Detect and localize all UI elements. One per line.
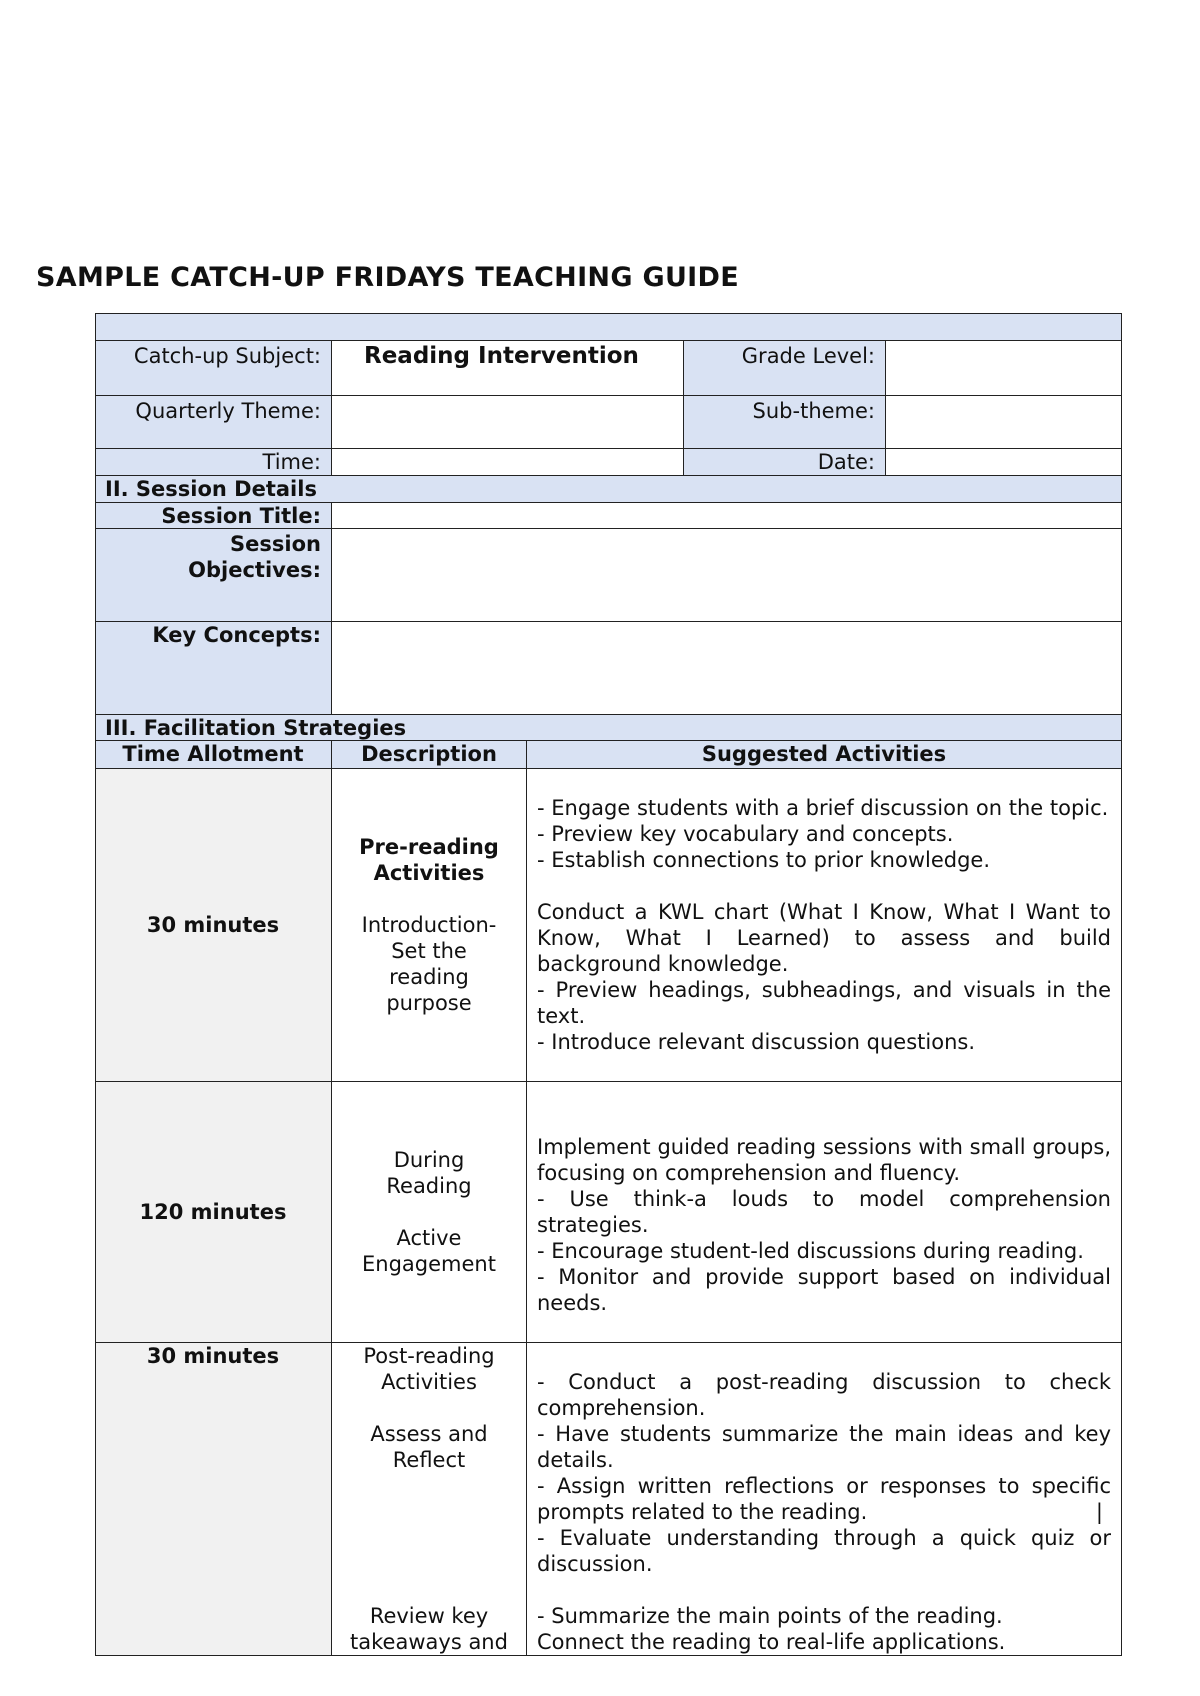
key-concepts-value[interactable]	[332, 622, 1122, 715]
facilitation-heading: III. Facilitation Strategies	[95, 715, 1122, 741]
session-title-value[interactable]	[332, 503, 1122, 529]
activity-line: - Monitor and provide support based on individual needs.	[537, 1265, 1111, 1315]
session-title-label: Session Title:	[95, 503, 332, 529]
activity-line: - Evaluate understanding through a quick quiz or discussion.	[537, 1526, 1111, 1576]
session-objectives-value[interactable]	[332, 529, 1122, 622]
subject-label: Catch-up Subject:	[95, 341, 332, 396]
row-prereading-activities	[527, 769, 1122, 1082]
prereading-desc-sub: Introduction-Set the reading purpose	[361, 913, 497, 1015]
post-desc-extra: Review key takeaways and	[350, 1604, 508, 1654]
activity-line	[537, 1473, 1111, 1525]
activity-line: - Establish connections to prior knowledge.	[537, 848, 991, 872]
activity-line: - Conduct a post-reading discussion to check comprehension.	[537, 1370, 1111, 1420]
date-label: Date:	[684, 449, 886, 476]
during-desc-sub: Active Engagement	[362, 1226, 496, 1276]
sub-theme-label: Sub-theme:	[684, 396, 886, 449]
activity-line: - Preview headings, subheadings, and visuals in the text.	[537, 978, 1111, 1028]
row-post-activities	[527, 1343, 1122, 1656]
activity-line: - Use think-a louds to model comprehension strategies.	[537, 1187, 1111, 1237]
row-during-description	[332, 1082, 527, 1343]
session-objectives-label: Session Objectives:	[95, 529, 332, 622]
activity-line: Implement guided reading sessions with small groups, focusing on comprehension and fluency.	[537, 1135, 1111, 1185]
column-header-activities: Suggested Activities	[527, 741, 1122, 769]
activity-line: - Have students summarize the main ideas and key details.	[537, 1422, 1111, 1472]
sub-theme-value[interactable]	[886, 396, 1122, 449]
grade-level-value[interactable]	[886, 341, 1122, 396]
column-header-description: Description	[332, 741, 527, 769]
activity-line: Conduct a KWL chart (What I Know, What I Want to Know, What I Learned) to assess and build background knowledge.	[537, 900, 1111, 976]
quarterly-theme-label: Quarterly Theme:	[95, 396, 332, 449]
activity-line: - Introduce relevant discussion questions.	[537, 1030, 976, 1054]
date-value[interactable]	[886, 449, 1122, 476]
row-prereading-time: 30 minutes	[95, 769, 332, 1082]
activity-line: - Preview key vocabulary and concepts.	[537, 822, 954, 846]
top-band	[95, 313, 1122, 341]
quarterly-theme-value[interactable]	[332, 396, 684, 449]
activity-line: - Encourage student-led discussions during reading.	[537, 1239, 1084, 1263]
row-during-activities	[527, 1082, 1122, 1343]
activity-line: - Summarize the main points of the reading.	[537, 1604, 1003, 1628]
document-title: SAMPLE CATCH-UP FRIDAYS TEACHING GUIDE	[36, 262, 739, 293]
post-desc-title: Post-reading Activities	[363, 1344, 495, 1394]
time-label: Time:	[95, 449, 332, 476]
activity-text: - Assign written reflections or responses to specific prompts related to the reading.	[537, 1474, 1111, 1524]
time-value[interactable]	[332, 449, 684, 476]
key-concepts-label: Key Concepts:	[95, 622, 332, 715]
row-post-time: 30 minutes	[95, 1343, 332, 1656]
session-details-heading: II. Session Details	[95, 476, 1122, 503]
post-desc-sub: Assess and Reflect	[370, 1422, 488, 1472]
prereading-desc-title: Pre-reading Activities	[359, 835, 499, 885]
activity-line: Connect the reading to real-life applications.	[537, 1630, 1006, 1654]
row-prereading-description	[332, 769, 527, 1082]
row-during-time: 120 minutes	[95, 1082, 332, 1343]
grade-level-label: Grade Level:	[684, 341, 886, 396]
column-header-time: Time Allotment	[95, 741, 332, 769]
subject-value[interactable]: Reading Intervention	[332, 341, 684, 396]
teaching-guide-table	[95, 313, 1122, 1656]
text-cursor: |	[1095, 1500, 1103, 1524]
activity-line: - Engage students with a brief discussion on the topic.	[537, 796, 1109, 820]
row-post-description	[332, 1343, 527, 1656]
during-desc-title: During Reading	[386, 1148, 472, 1198]
